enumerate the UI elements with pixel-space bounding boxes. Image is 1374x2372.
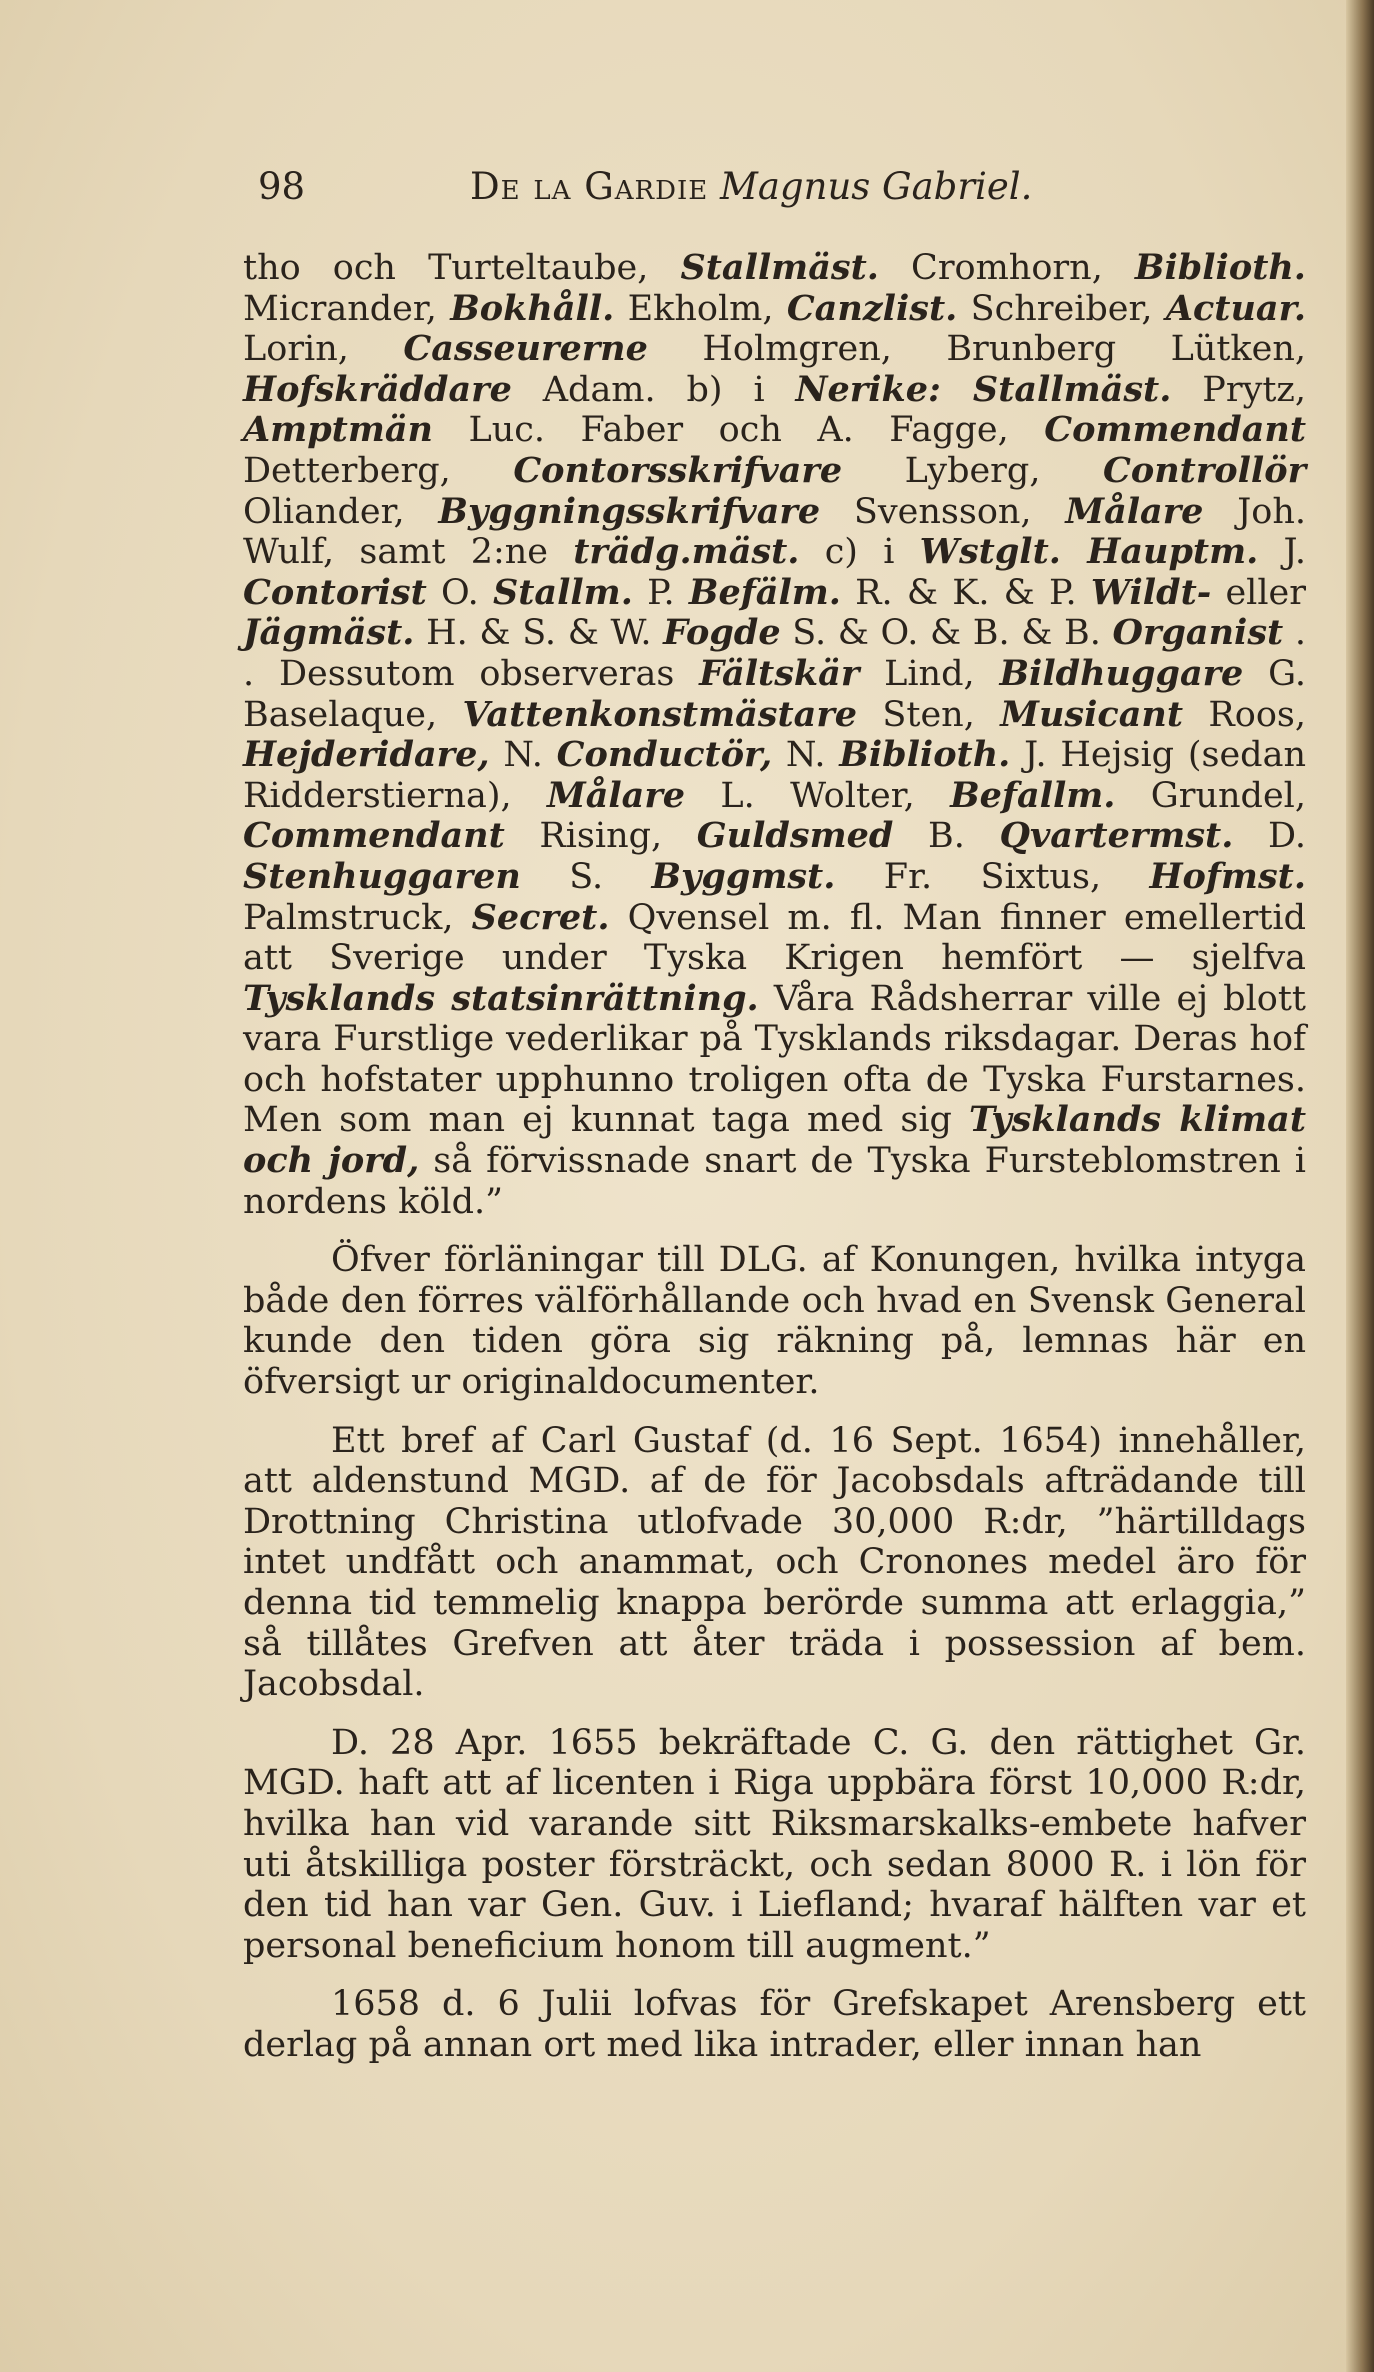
italic-term: Musicant (1000, 693, 1184, 735)
text-run: Holmgren, Brunberg Lütken, (647, 329, 1307, 370)
running-title (470, 165, 1032, 208)
text-run: N. (772, 735, 840, 776)
text-run: Lind, (859, 653, 1000, 694)
text-run: Detterberg, (243, 450, 514, 491)
paragraph-5 (243, 1984, 1306, 2065)
text-run: 1658 d. 6 Julii lofvas för Grefskapet Arensberg ett derlag på annan ort med lika intrader, eller innan han (243, 1984, 1306, 2065)
italic-term: Tysklands statsinrättning. (243, 977, 759, 1019)
italic-term: Guldsmed (696, 815, 894, 857)
italic-term: Wildt- (1090, 571, 1212, 613)
italic-term: Vattenkonstmästare (462, 693, 858, 735)
italic-term: Tysklands klimat och jord, (243, 1099, 1306, 1182)
italic-term: Befälm. (688, 571, 841, 613)
text-run: D. (1233, 816, 1306, 857)
italic-term: Stallm. (492, 571, 633, 613)
italic-term: Stallmäst. (680, 247, 879, 288)
italic-term: Bildhuggare (999, 652, 1244, 694)
italic-term: Wstglt. Hauptm. (919, 531, 1259, 573)
italic-term: Fältskär (699, 652, 860, 694)
italic-term: Commendant (243, 815, 505, 857)
italic-term: Fogde (663, 612, 781, 654)
italic-term: Contorsskrifvare (513, 449, 843, 491)
italic-term: Hofmst. (1149, 855, 1307, 897)
running-title-subject: Magnus Gabriel. (719, 165, 1033, 208)
text-run: S. (520, 856, 652, 897)
text-run: Ekholm, (614, 288, 787, 329)
page-header (258, 165, 1258, 225)
italic-term: Hejderidare, (243, 734, 490, 776)
text-run: N. (489, 735, 557, 776)
text-run: Qvensel m. fl. Man finner emellertid att Sverige under Tyska Krigen hemfört — sjelfva (243, 897, 1306, 979)
text-run: Micrander, (243, 288, 451, 329)
text-run: D. 28 Apr. 1655 bekräftade C. G. den rättighet Gr. MGD. haft att af licenten i Riga uppbära först 10,000 R:dr, hvilka han vid varande sitt Riksmarskalks-embete hafver uti åtskilliga poster försträckt, och sedan 8000 R. i lön för den tid han var Gen. Guv. i Liefland; hvaraf hälften var et personal beneficium honom till augment.” (243, 1722, 1306, 1966)
italic-term: Actuar. (1165, 287, 1307, 329)
italic-term: Befallm. (950, 774, 1116, 816)
text-run: J. (1258, 532, 1306, 573)
text-run: Palmstruck, (243, 897, 472, 938)
italic-term: Conductör, (556, 734, 773, 776)
page-number: 98 (258, 165, 306, 208)
paragraph-1 (243, 248, 1306, 1222)
text-run: Lyberg, (842, 450, 1104, 491)
text-run: Luc. Faber och A. Fagge, (433, 410, 1045, 451)
italic-term: Byggmst. (651, 855, 836, 897)
text-run: P. (632, 572, 689, 613)
italic-term: Hofskräddare (243, 368, 512, 410)
text-run: Öfver förläningar till DLG. af Konungen, hvilka intyga både den förres välförhållande och hvad en Svensk General kunde den tiden göra sig räkning på, lemnas här en öfversigt ur originaldocumenter. (243, 1240, 1306, 1403)
text-run: Prytz, (1171, 369, 1306, 410)
body-text (243, 248, 1306, 2066)
running-title-name: De la Gardie (470, 165, 709, 208)
text-run: O. (426, 572, 493, 613)
text-run: B. (893, 816, 1000, 857)
text-run: Fr. Sixtus, (835, 856, 1150, 897)
text-run: H. & S. & W. (414, 613, 664, 654)
page-edge-shadow (1346, 0, 1374, 2372)
text-run: Svensson, (820, 491, 1066, 532)
text-run: Roos, (1183, 694, 1306, 735)
italic-term: Biblioth. (839, 734, 1011, 776)
text-run: Oliander, (243, 491, 439, 532)
italic-term: Controllör (1103, 449, 1307, 491)
italic-term: Casseurerne (403, 328, 648, 370)
text-run: G. Baselaque, (243, 653, 1306, 735)
text-run: L. Wolter, (685, 775, 951, 816)
italic-term: Stenhuggaren (243, 855, 521, 897)
italic-term: Organist (1112, 612, 1284, 654)
paragraph-4 (243, 1723, 1306, 1967)
paragraph-3 (243, 1421, 1306, 1705)
italic-term: Secret. (471, 896, 610, 938)
italic-term: trädg.mäst. (573, 531, 800, 573)
text-run: så förvissnade snart de Tyska Fursteblomstren i nordens köld.” (243, 1141, 1306, 1222)
italic-term: Biblioth. (1134, 247, 1306, 288)
text-run: Rising, (504, 816, 697, 857)
text-run: . . Dessutom observeras (243, 613, 1306, 694)
paragraph-2 (243, 1240, 1306, 1402)
text-run: Cromhorn, (878, 248, 1135, 288)
italic-term: Målare (1065, 490, 1204, 532)
text-run: Våra Rådsherrar ville ej blott vara Furstlige vederlikar på Tysklands riksdagar. Deras hof och hofstater upphunno troligen ofta de Tyska Furstarnes. Men som man ej kunnat taga med sig (243, 978, 1306, 1141)
italic-term: Contorist (243, 571, 427, 613)
text-run: c) i (799, 532, 920, 573)
text-run: Adam. b) i (511, 369, 796, 410)
text-run: tho och Turteltaube, (243, 248, 681, 288)
text-run: R. & K. & P. (840, 572, 1091, 613)
text-run: Schreiber, (957, 288, 1166, 329)
text-run: S. & O. & B. & B. (780, 613, 1113, 654)
text-run: Sten, (857, 694, 1001, 735)
italic-term: Målare (546, 774, 686, 816)
text-run: eller (1211, 572, 1307, 613)
italic-term: Canzlist. (786, 287, 958, 329)
italic-term: Qvartermst. (999, 815, 1234, 857)
text-run: Grundel, (1115, 775, 1306, 816)
text-run: Joh. Wulf, samt 2:ne (243, 491, 1307, 573)
italic-term: Amptmän (243, 409, 433, 451)
italic-term: Nerike: Stallmäst. (795, 368, 1172, 410)
text-run: Ett bref af Carl Gustaf (d. 16 Sept. 1654) innehåller, att aldenstund MGD. af de för Jacobsdals afträdande till Drottning Christina utlofvade 30,000 R:dr, ”härtilldags intet undfått och anammat, och Cronones medel äro för denna tid temmelig knappa berörde summa att erlaggia,” så tillåtes Grefven att åter träda i possession af bem. Jacobsdal. (243, 1420, 1306, 1705)
text-run: J. Hejsig (sedan Ridderstierna), (243, 735, 1306, 816)
italic-term: Bokhåll. (450, 287, 615, 329)
italic-term: Jägmäst. (243, 612, 415, 654)
italic-term: Byggningsskrifvare (438, 490, 821, 532)
text-run: Lorin, (243, 329, 404, 370)
italic-term: Commendant (1044, 409, 1306, 451)
